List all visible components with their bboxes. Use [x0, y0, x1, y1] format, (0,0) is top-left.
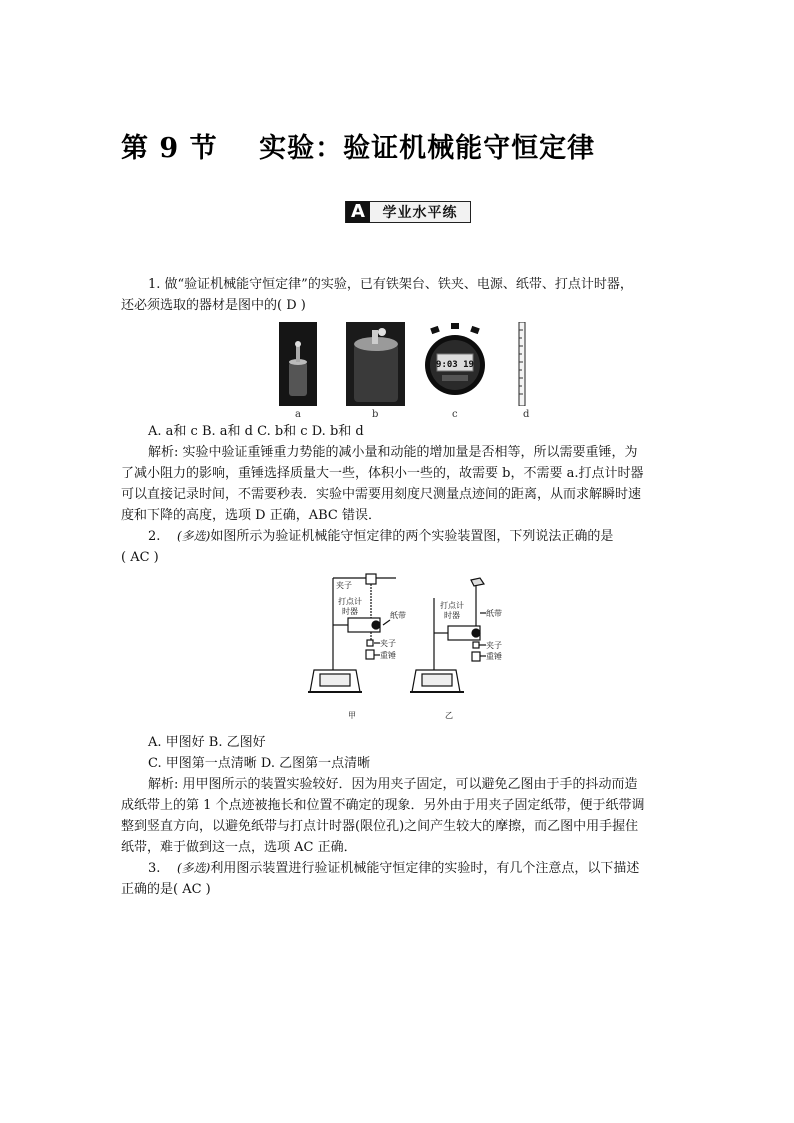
label-weight-right: 重锤 [486, 652, 502, 661]
label-tape-left: 纸带 [390, 611, 406, 620]
section-badge [345, 201, 471, 223]
label-timer-2-right: 时器 [444, 611, 460, 620]
q2-options-row1: A. 甲图好 B. 乙图好 [148, 735, 266, 750]
label-timer-1-right: 打点计 [440, 601, 464, 610]
label-timer-1-left: 打点计 [338, 597, 362, 606]
badge-letter: A [346, 201, 370, 223]
figure-d-label: d [523, 409, 530, 420]
q1-analysis-3: 可以直接记录时间，不需要秒表．实验中需要用刻度尺测量点迹间的距离，从而求解瞬时速 [121, 487, 642, 502]
q1-line1: 1. 做“验证机械能守恒定律”的实验，已有铁架台、铁夹、电源、纸带、打点计时器， [148, 277, 633, 292]
q3-number: 3. [148, 861, 161, 876]
q2-analysis-3: 整到竖直方向，以避免纸带与打点计时器(限位孔)之间产生较大的摩擦，而乙图中用手握住 [121, 819, 639, 834]
q1-analysis-4: 度和下降的高度，选项 D 正确，ABC 错误． [121, 508, 381, 523]
q2-line1 [148, 529, 613, 544]
label-clamp-top: 夹子 [336, 581, 352, 590]
label-clip-right: 夹子 [486, 641, 502, 650]
label-tape-right: 纸带 [486, 609, 502, 618]
figure-c-label: c [452, 409, 458, 420]
figure-a-photo [279, 322, 317, 406]
q2-analysis-1: 解析: 用甲图所示的装置实验较好．因为用夹子固定，可以避免乙图由于手的抖动而造 [148, 777, 638, 792]
q2-analysis-4: 纸带，难于做到这一点，选项 AC 正确． [121, 840, 357, 855]
figure-a-label: a [295, 409, 301, 420]
q3-multi-tag: (多选) [176, 861, 211, 875]
q1-analysis-1: 解析: 实验中验证重锤重力势能的减小量和动能的增加量是否相等，所以需要重锤，为 [148, 445, 638, 460]
q2-line2: ( AC ) [121, 550, 159, 565]
q2-number: 2. [148, 529, 161, 544]
figure-b-label: b [372, 409, 379, 420]
q1-analysis-2: 了减小阻力的影响，重锤选择质量大一些，体积小一些的，故需要 b，不需要 a.打点计时器 [121, 466, 644, 481]
q1-options: A. a和 c B. a和 d C. b和 c D. b和 d [148, 424, 364, 439]
badge-text: 学业水平练 [382, 205, 458, 221]
figure-b-photo [346, 322, 405, 406]
stopwatch-image [424, 323, 486, 407]
q3-line2: 正确的是( AC ) [121, 882, 211, 897]
label-clip-left: 夹子 [380, 639, 396, 648]
page-title: 第 9 节 实验：验证机械能守恒定律 [121, 133, 596, 164]
q2-analysis-2: 成纸带上的第 1 个点迹被拖长和位置不确定的现象．另外由于用夹子固定纸带，便于纸带调 [121, 798, 645, 813]
label-weight-left: 重锤 [380, 651, 396, 660]
q3-stem: 利用图示装置进行验证机械能守恒定律的实验时，有几个注意点，以下描述 [210, 861, 640, 876]
q2-multi-tag: (多选) [176, 529, 211, 543]
label-timer-2-left: 时器 [342, 607, 358, 616]
q1-line2: 还必须选取的器材是图中的( D ) [121, 298, 306, 313]
q2-stem: 如图所示为验证机械能守恒定律的两个实验装置图，下列说法正确的是 [210, 529, 614, 544]
q2-options-row2: C. 甲图第一点清晰 D. 乙图第一点清晰 [148, 756, 371, 771]
stopwatch-readout: 9:03 19 [436, 360, 474, 370]
caption-jia: 甲 [348, 711, 356, 720]
q3-line1 [148, 861, 639, 876]
ruler-image [517, 322, 527, 406]
apparatus-figure [308, 570, 518, 730]
caption-yi: 乙 [445, 711, 453, 720]
